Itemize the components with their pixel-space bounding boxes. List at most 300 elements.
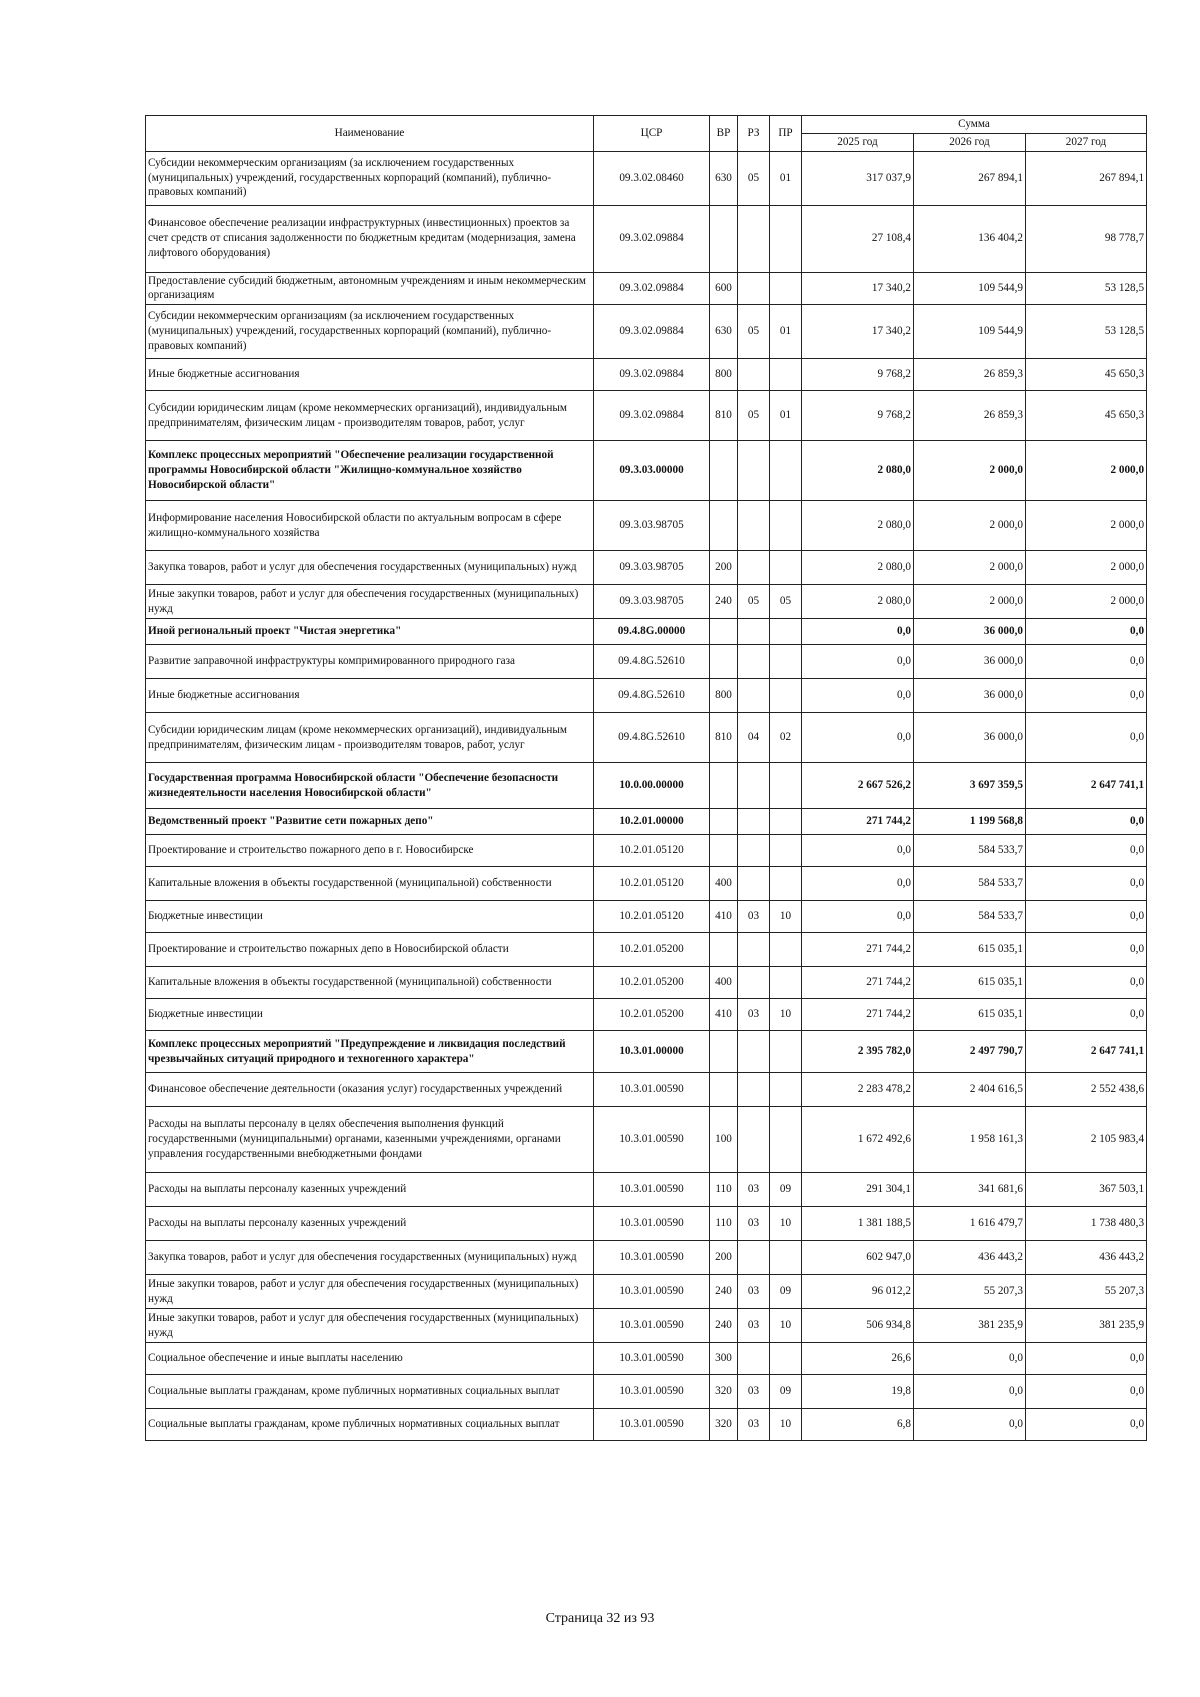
row-sum-2025: 96 012,2 [802,1275,914,1309]
row-vr: 810 [710,713,738,763]
row-name: Субсидии некоммерческим организациям (за исключением государственных (муниципальных) учреждений, государственных корпораций (компаний), публично-правовых компаний) [146,305,594,359]
row-sum-2026: 615 035,1 [914,999,1026,1031]
row-vr: 240 [710,1309,738,1343]
row-vr [710,619,738,645]
row-name: Социальные выплаты гражданам, кроме публичных нормативных социальных выплат [146,1409,594,1441]
row-sum-2026: 0,0 [914,1409,1026,1441]
row-name: Расходы на выплаты персоналу в целях обеспечения выполнения функций государственными (муниципальными) органами, казенными учреждениями, органами управления государственными внебюджетными фондами [146,1107,594,1173]
row-rz: 03 [738,1375,770,1409]
table-row [146,645,1147,679]
table-row [146,441,1147,501]
row-vr [710,933,738,967]
row-sum-2026: 584 533,7 [914,867,1026,901]
row-sum-2025: 9 768,2 [802,359,914,391]
row-name: Субсидии некоммерческим организациям (за исключением государственных (муниципальных) учреждений, государственных корпораций (компаний), публично-правовых компаний) [146,151,594,205]
row-rz [738,551,770,585]
row-csr: 09.4.8G.52610 [594,645,710,679]
row-sum-2027: 45 650,3 [1026,359,1147,391]
row-sum-2026: 1 958 161,3 [914,1107,1026,1173]
row-rz [738,933,770,967]
row-name: Финансовое обеспечение деятельности (оказания услуг) государственных учреждений [146,1073,594,1107]
table-row [146,359,1147,391]
row-rz [738,835,770,867]
table-row [146,1107,1147,1173]
row-rz [738,1073,770,1107]
row-name: Проектирование и строительство пожарного депо в г. Новосибирске [146,835,594,867]
row-vr: 800 [710,359,738,391]
row-sum-2027: 0,0 [1026,1409,1147,1441]
row-sum-2025: 26,6 [802,1343,914,1375]
row-name: Капитальные вложения в объекты государственной (муниципальной) собственности [146,967,594,999]
row-csr: 10.3.01.00590 [594,1343,710,1375]
row-sum-2025: 0,0 [802,901,914,933]
header-rz: РЗ [738,116,770,152]
row-sum-2025: 17 340,2 [802,305,914,359]
row-rz: 03 [738,1207,770,1241]
row-sum-2025: 317 037,9 [802,151,914,205]
row-sum-2025: 27 108,4 [802,205,914,272]
row-sum-2026: 2 000,0 [914,501,1026,551]
row-name: Иные закупки товаров, работ и услуг для обеспечения государственных (муниципальных) нужд [146,585,594,619]
row-rz [738,1107,770,1173]
row-sum-2027: 0,0 [1026,967,1147,999]
row-vr: 320 [710,1409,738,1441]
row-csr: 10.2.01.05120 [594,867,710,901]
row-sum-2027: 55 207,3 [1026,1275,1147,1309]
row-csr: 10.3.01.00590 [594,1173,710,1207]
row-pr [770,933,802,967]
row-vr [710,501,738,551]
table-row [146,305,1147,359]
header-name: Наименование [146,116,594,152]
table-row [146,272,1147,305]
row-sum-2025: 2 283 478,2 [802,1073,914,1107]
header-pr: ПР [770,116,802,152]
row-vr [710,1073,738,1107]
row-pr [770,809,802,835]
row-name: Иные закупки товаров, работ и услуг для обеспечения государственных (муниципальных) нужд [146,1309,594,1343]
table-row [146,901,1147,933]
row-sum-2025: 6,8 [802,1409,914,1441]
row-sum-2026: 36 000,0 [914,619,1026,645]
row-name: Иной региональный проект "Чистая энергетика" [146,619,594,645]
row-vr: 810 [710,391,738,441]
row-csr: 10.0.00.00000 [594,763,710,809]
row-csr: 09.3.02.09884 [594,391,710,441]
row-csr: 09.3.02.09884 [594,305,710,359]
row-pr [770,1073,802,1107]
row-sum-2026: 136 404,2 [914,205,1026,272]
header-csr: ЦСР [594,116,710,152]
row-vr: 600 [710,272,738,305]
table-row [146,1241,1147,1275]
row-vr: 630 [710,151,738,205]
row-csr: 10.3.01.00590 [594,1207,710,1241]
row-rz [738,359,770,391]
row-csr: 09.4.8G.52610 [594,713,710,763]
table-row [146,763,1147,809]
table-row [146,1275,1147,1309]
table-row [146,933,1147,967]
row-pr: 01 [770,391,802,441]
row-csr: 10.3.01.00590 [594,1375,710,1409]
row-sum-2025: 0,0 [802,835,914,867]
row-csr: 10.2.01.05200 [594,999,710,1031]
row-vr: 630 [710,305,738,359]
row-sum-2026: 0,0 [914,1343,1026,1375]
row-rz: 05 [738,585,770,619]
row-name: Иные бюджетные ассигнования [146,679,594,713]
table-row [146,585,1147,619]
row-rz [738,619,770,645]
row-name: Иные бюджетные ассигнования [146,359,594,391]
row-sum-2025: 0,0 [802,645,914,679]
table-row [146,1031,1147,1073]
row-name: Субсидии юридическим лицам (кроме некоммерческих организаций), индивидуальным предпринимателям, физическим лицам - производителям товаров, работ, услуг [146,391,594,441]
row-sum-2026: 109 544,9 [914,272,1026,305]
row-sum-2027: 0,0 [1026,619,1147,645]
row-sum-2026: 26 859,3 [914,359,1026,391]
row-vr: 110 [710,1207,738,1241]
row-sum-2025: 271 744,2 [802,933,914,967]
row-csr: 10.2.01.05120 [594,901,710,933]
row-vr [710,835,738,867]
table-row [146,999,1147,1031]
table-row [146,205,1147,272]
row-sum-2025: 271 744,2 [802,809,914,835]
row-sum-2027: 367 503,1 [1026,1173,1147,1207]
row-csr: 10.3.01.00590 [594,1409,710,1441]
row-vr: 110 [710,1173,738,1207]
row-sum-2027: 267 894,1 [1026,151,1147,205]
row-sum-2027: 436 443,2 [1026,1241,1147,1275]
row-sum-2025: 2 395 782,0 [802,1031,914,1073]
row-pr [770,619,802,645]
row-vr: 200 [710,1241,738,1275]
row-rz [738,763,770,809]
row-name: Расходы на выплаты персоналу казенных учреждений [146,1173,594,1207]
row-pr: 10 [770,1409,802,1441]
header-sum: Сумма [802,116,1147,134]
row-sum-2025: 2 080,0 [802,441,914,501]
row-name: Социальное обеспечение и иные выплаты населению [146,1343,594,1375]
row-vr [710,809,738,835]
row-rz [738,441,770,501]
row-name: Расходы на выплаты персоналу казенных учреждений [146,1207,594,1241]
table-row [146,1343,1147,1375]
row-sum-2025: 9 768,2 [802,391,914,441]
row-rz: 05 [738,151,770,205]
row-sum-2026: 1 616 479,7 [914,1207,1026,1241]
row-rz [738,1241,770,1275]
row-sum-2027: 2 000,0 [1026,441,1147,501]
row-csr: 09.3.03.98705 [594,501,710,551]
row-rz: 03 [738,1309,770,1343]
row-sum-2027: 0,0 [1026,713,1147,763]
row-sum-2026: 36 000,0 [914,713,1026,763]
row-sum-2027: 0,0 [1026,999,1147,1031]
row-csr: 10.3.01.00590 [594,1073,710,1107]
row-sum-2027: 98 778,7 [1026,205,1147,272]
row-name: Информирование населения Новосибирской области по актуальным вопросам в сфере жилищно-коммунального хозяйства [146,501,594,551]
table-row [146,809,1147,835]
row-sum-2026: 2 000,0 [914,551,1026,585]
row-sum-2025: 506 934,8 [802,1309,914,1343]
row-sum-2026: 36 000,0 [914,645,1026,679]
row-sum-2026: 436 443,2 [914,1241,1026,1275]
row-pr [770,867,802,901]
row-vr: 400 [710,967,738,999]
page-number: Страница 32 из 93 [545,1611,655,1626]
table-row [146,501,1147,551]
row-sum-2027: 0,0 [1026,679,1147,713]
row-rz [738,867,770,901]
table-row [146,1375,1147,1409]
row-vr: 200 [710,551,738,585]
row-sum-2025: 1 672 492,6 [802,1107,914,1173]
row-sum-2027: 0,0 [1026,809,1147,835]
table-row [146,619,1147,645]
row-sum-2026: 26 859,3 [914,391,1026,441]
row-csr: 10.3.01.00590 [594,1275,710,1309]
row-rz [738,205,770,272]
row-sum-2025: 0,0 [802,867,914,901]
row-name: Государственная программа Новосибирской области "Обеспечение безопасности жизнедеятельности населения Новосибирской области" [146,763,594,809]
row-sum-2025: 271 744,2 [802,967,914,999]
table-row [146,679,1147,713]
table-row [146,151,1147,205]
row-pr [770,1343,802,1375]
row-sum-2025: 2 667 526,2 [802,763,914,809]
row-csr: 09.3.02.09884 [594,272,710,305]
row-vr [710,645,738,679]
row-sum-2027: 53 128,5 [1026,305,1147,359]
row-name: Бюджетные инвестиции [146,901,594,933]
row-pr [770,679,802,713]
row-name: Субсидии юридическим лицам (кроме некоммерческих организаций), индивидуальным предпринимателям, физическим лицам - производителям товаров, работ, услуг [146,713,594,763]
row-sum-2026: 109 544,9 [914,305,1026,359]
header-year-2025: 2025 год [802,133,914,151]
table-row [146,867,1147,901]
table-row [146,551,1147,585]
row-csr: 10.3.01.00590 [594,1309,710,1343]
row-vr: 400 [710,867,738,901]
row-csr: 09.3.02.09884 [594,359,710,391]
row-csr: 09.3.02.08460 [594,151,710,205]
row-rz: 03 [738,1409,770,1441]
table-row [146,1173,1147,1207]
row-sum-2025: 0,0 [802,679,914,713]
row-csr: 10.3.01.00000 [594,1031,710,1073]
row-sum-2026: 341 681,6 [914,1173,1026,1207]
row-sum-2026: 1 199 568,8 [914,809,1026,835]
row-pr [770,645,802,679]
row-pr [770,205,802,272]
row-sum-2026: 0,0 [914,1375,1026,1409]
row-rz [738,967,770,999]
row-sum-2026: 3 697 359,5 [914,763,1026,809]
row-rz [738,272,770,305]
table-row [146,967,1147,999]
row-pr: 02 [770,713,802,763]
row-pr [770,763,802,809]
row-sum-2026: 615 035,1 [914,967,1026,999]
row-sum-2026: 2 000,0 [914,441,1026,501]
row-rz [738,1343,770,1375]
row-vr [710,1031,738,1073]
row-sum-2027: 2 647 741,1 [1026,763,1147,809]
row-sum-2025: 1 381 188,5 [802,1207,914,1241]
row-pr: 01 [770,305,802,359]
row-vr: 100 [710,1107,738,1173]
row-pr: 05 [770,585,802,619]
row-csr: 09.3.03.98705 [594,585,710,619]
row-rz: 03 [738,1173,770,1207]
row-vr: 240 [710,585,738,619]
row-pr [770,967,802,999]
row-rz [738,645,770,679]
row-sum-2025: 17 340,2 [802,272,914,305]
row-sum-2025: 2 080,0 [802,551,914,585]
row-sum-2025: 271 744,2 [802,999,914,1031]
table-row [146,835,1147,867]
row-sum-2025: 2 080,0 [802,501,914,551]
table-row [146,1409,1147,1441]
row-pr [770,1031,802,1073]
row-sum-2027: 45 650,3 [1026,391,1147,441]
row-csr: 10.2.01.05200 [594,933,710,967]
row-sum-2025: 2 080,0 [802,585,914,619]
row-sum-2027: 0,0 [1026,1343,1147,1375]
row-pr [770,1241,802,1275]
row-sum-2027: 0,0 [1026,645,1147,679]
row-vr: 320 [710,1375,738,1409]
row-rz [738,679,770,713]
row-sum-2026: 584 533,7 [914,835,1026,867]
row-pr: 01 [770,151,802,205]
row-sum-2026: 615 035,1 [914,933,1026,967]
row-vr: 410 [710,999,738,1031]
row-sum-2026: 2 404 616,5 [914,1073,1026,1107]
row-vr: 300 [710,1343,738,1375]
row-csr: 10.2.01.05200 [594,967,710,999]
row-rz: 05 [738,305,770,359]
row-sum-2027: 2 105 983,4 [1026,1107,1147,1173]
row-sum-2027: 2 000,0 [1026,585,1147,619]
row-csr: 10.2.01.00000 [594,809,710,835]
row-sum-2027: 0,0 [1026,933,1147,967]
row-rz: 04 [738,713,770,763]
row-csr: 09.3.03.98705 [594,551,710,585]
row-rz [738,501,770,551]
row-name: Комплекс процессных мероприятий "Обеспечение реализации государственной программы Новосибирской области "Жилищно-коммунальное хозяйство Новосибирской области" [146,441,594,501]
table-row [146,1207,1147,1241]
table-row [146,391,1147,441]
row-vr [710,441,738,501]
row-pr: 09 [770,1375,802,1409]
row-csr: 09.3.03.00000 [594,441,710,501]
row-sum-2026: 584 533,7 [914,901,1026,933]
header-year-2026: 2026 год [914,133,1026,151]
row-pr [770,272,802,305]
row-rz: 05 [738,391,770,441]
row-rz: 03 [738,901,770,933]
row-vr: 410 [710,901,738,933]
row-pr [770,441,802,501]
row-sum-2026: 36 000,0 [914,679,1026,713]
row-pr: 10 [770,1309,802,1343]
row-name: Ведомственный проект "Развитие сети пожарных депо" [146,809,594,835]
header-year-2027: 2027 год [1026,133,1147,151]
row-pr: 10 [770,1207,802,1241]
row-name: Социальные выплаты гражданам, кроме публичных нормативных социальных выплат [146,1375,594,1409]
row-name: Иные закупки товаров, работ и услуг для обеспечения государственных (муниципальных) нужд [146,1275,594,1309]
row-rz: 03 [738,1275,770,1309]
table-row [146,1309,1147,1343]
table-row [146,1073,1147,1107]
row-vr [710,763,738,809]
row-sum-2027: 0,0 [1026,1375,1147,1409]
row-name: Комплекс процессных мероприятий "Предупреждение и ликвидация последствий чрезвычайных ситуаций природного и техногенного характера" [146,1031,594,1073]
row-sum-2026: 267 894,1 [914,151,1026,205]
row-csr: 09.4.8G.00000 [594,619,710,645]
row-rz [738,1031,770,1073]
row-sum-2025: 291 304,1 [802,1173,914,1207]
row-name: Предоставление субсидий бюджетным, автономным учреждениям и иным некоммерческим организациям [146,272,594,305]
row-csr: 10.3.01.00590 [594,1107,710,1173]
budget-table [145,115,1147,1441]
row-sum-2026: 381 235,9 [914,1309,1026,1343]
row-sum-2025: 602 947,0 [802,1241,914,1275]
row-csr: 10.3.01.00590 [594,1241,710,1275]
row-pr [770,1107,802,1173]
row-name: Финансовое обеспечение реализации инфраструктурных (инвестиционных) проектов за счет средств от списания задолженности по бюджетным кредитам (модернизация, замена лифтового оборудования) [146,205,594,272]
row-vr: 240 [710,1275,738,1309]
row-sum-2027: 53 128,5 [1026,272,1147,305]
row-csr: 09.3.02.09884 [594,205,710,272]
row-pr: 09 [770,1275,802,1309]
row-name: Закупка товаров, работ и услуг для обеспечения государственных (муниципальных) нужд [146,551,594,585]
row-pr [770,551,802,585]
row-vr [710,205,738,272]
row-sum-2027: 2 000,0 [1026,551,1147,585]
row-sum-2027: 0,0 [1026,901,1147,933]
row-sum-2027: 2 552 438,6 [1026,1073,1147,1107]
row-sum-2025: 19,8 [802,1375,914,1409]
row-sum-2027: 2 647 741,1 [1026,1031,1147,1073]
row-name: Капитальные вложения в объекты государственной (муниципальной) собственности [146,867,594,901]
row-name: Проектирование и строительство пожарных депо в Новосибирской области [146,933,594,967]
row-sum-2027: 2 000,0 [1026,501,1147,551]
row-pr: 09 [770,1173,802,1207]
row-csr: 10.2.01.05120 [594,835,710,867]
table-row [146,713,1147,763]
row-sum-2027: 0,0 [1026,867,1147,901]
row-name: Развитие заправочной инфраструктуры компримированного природного газа [146,645,594,679]
row-sum-2027: 1 738 480,3 [1026,1207,1147,1241]
row-name: Бюджетные инвестиции [146,999,594,1031]
row-sum-2026: 2 000,0 [914,585,1026,619]
header-vr: ВР [710,116,738,152]
row-pr [770,359,802,391]
row-pr [770,835,802,867]
row-pr [770,501,802,551]
row-pr: 10 [770,999,802,1031]
row-pr: 10 [770,901,802,933]
row-sum-2026: 55 207,3 [914,1275,1026,1309]
table-header [146,116,1147,152]
row-sum-2025: 0,0 [802,619,914,645]
